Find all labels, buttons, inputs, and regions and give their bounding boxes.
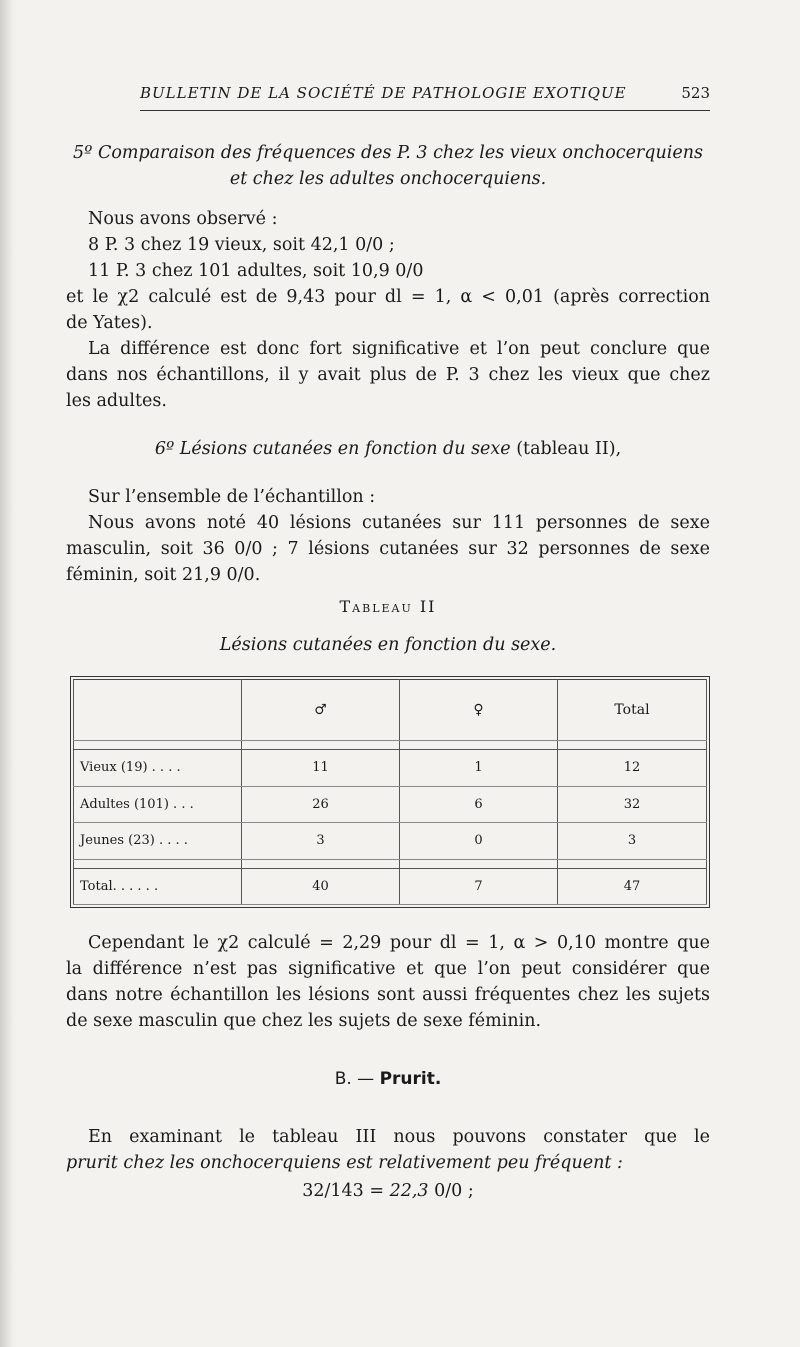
text-line: la différence n’est pas significative et que l’on peut considérer que <box>66 959 710 979</box>
running-header <box>140 80 710 111</box>
table-header-row <box>74 680 707 741</box>
section-5-title-line2: et chez les adultes onchocerquiens. <box>229 169 547 189</box>
header-cell <box>74 680 242 741</box>
text-line: dans notre échantillon les lésions sont aussi fréquentes chez les sujets <box>66 985 710 1005</box>
cell-male: 26 <box>242 786 400 823</box>
cell-female: 0 <box>400 823 558 860</box>
row-label: Total. . . . . . <box>74 868 242 905</box>
paragraph-observations <box>66 206 710 414</box>
text-line: de sexe masculin que chez les sujets de sexe féminin. <box>66 1011 542 1031</box>
section-b-heading <box>66 1066 710 1092</box>
paragraph-prurit <box>66 1124 710 1176</box>
text-line: dans nos échantillons, il y avait plus de P. 3 chez les vieux que chez <box>66 365 710 385</box>
text-line: Cependant le χ2 calculé = 2,29 pour dl = 1, α > 0,10 montre que <box>88 933 710 953</box>
cell-female: 6 <box>400 786 558 823</box>
text-line: Sur l’ensemble de l’échantillon : <box>88 487 376 507</box>
table-title: Tableau II <box>339 597 437 616</box>
ratio-value: 22,3 <box>389 1181 429 1201</box>
cell-total: 47 <box>558 868 707 905</box>
cell-male: 11 <box>242 750 400 787</box>
paragraph-sample <box>66 484 710 588</box>
text-line: 11 P. 3 chez 101 adultes, soit 10,9 0/0 <box>88 261 424 281</box>
cell-total: 12 <box>558 750 707 787</box>
ratio-left: 32/143 = <box>302 1181 390 1201</box>
text-line: La différence est donc fort significative et l’on peut conclure que <box>88 339 710 359</box>
table-row <box>74 786 707 823</box>
cell-male: 3 <box>242 823 400 860</box>
table-total-row <box>74 868 707 905</box>
text-line: les adultes. <box>66 391 167 411</box>
text-line: En examinant le tableau III nous pouvons constater que le <box>88 1127 710 1147</box>
table-subtitle: Lésions cutanées en fonction du sexe. <box>219 635 557 655</box>
section-5-title-line1: 5º Comparaison des fréquences des P. 3 chez les vieux onchocerquiens <box>73 143 703 163</box>
text-line: Nous avons observé : <box>88 209 278 229</box>
paragraph-chi-square <box>66 930 710 1034</box>
header-male: ♂ <box>242 680 400 741</box>
cell-male: 40 <box>242 868 400 905</box>
cell-total: 32 <box>558 786 707 823</box>
ratio-right: 0/0 ; <box>428 1181 474 1201</box>
text-line: féminin, soit 21,9 0/0. <box>66 565 261 585</box>
text-line: masculin, soit 36 0/0 ; 7 lésions cutanées sur 32 personnes de sexe <box>66 539 710 559</box>
prurit-ratio <box>66 1178 710 1204</box>
section-b-title: Prurit. <box>379 1069 442 1089</box>
text-line: prurit chez les onchocerquiens est relativement peu fréquent : <box>66 1153 623 1173</box>
row-label: Adultes (101) . . . <box>74 786 242 823</box>
header-total: Total <box>558 680 707 741</box>
table-spacer-row <box>74 859 707 868</box>
section-b-label: B. — <box>334 1069 380 1089</box>
text-line: Nous avons noté 40 lésions cutanées sur 111 personnes de sexe <box>88 513 710 533</box>
page-number: 523 <box>681 84 710 102</box>
section-6-title: 6º Lésions cutanées en fonction du sexe <box>154 439 511 459</box>
row-label: Vieux (19) . . . . <box>74 750 242 787</box>
text-line: 8 P. 3 chez 19 vieux, soit 42,1 0/0 ; <box>88 235 395 255</box>
cell-female: 7 <box>400 868 558 905</box>
section-6-title-rest: (tableau II), <box>510 439 622 459</box>
text-line: de Yates). <box>66 313 153 333</box>
table-row <box>74 750 707 787</box>
cell-total: 3 <box>558 823 707 860</box>
header-female: ♀ <box>400 680 558 741</box>
row-label: Jeunes (23) . . . . <box>74 823 242 860</box>
lesions-table <box>73 679 707 905</box>
text-line: et le χ2 calculé est de 9,43 pour dl = 1, α < 0,01 (après correction <box>66 287 710 307</box>
table-row <box>74 823 707 860</box>
table-frame <box>70 676 710 908</box>
running-title: BULLETIN DE LA SOCIÉTÉ DE PATHOLOGIE EXOTIQUE <box>140 84 627 102</box>
table-spacer-row <box>74 741 707 750</box>
section-5-heading <box>66 140 710 192</box>
cell-female: 1 <box>400 750 558 787</box>
section-6-heading <box>66 436 710 462</box>
